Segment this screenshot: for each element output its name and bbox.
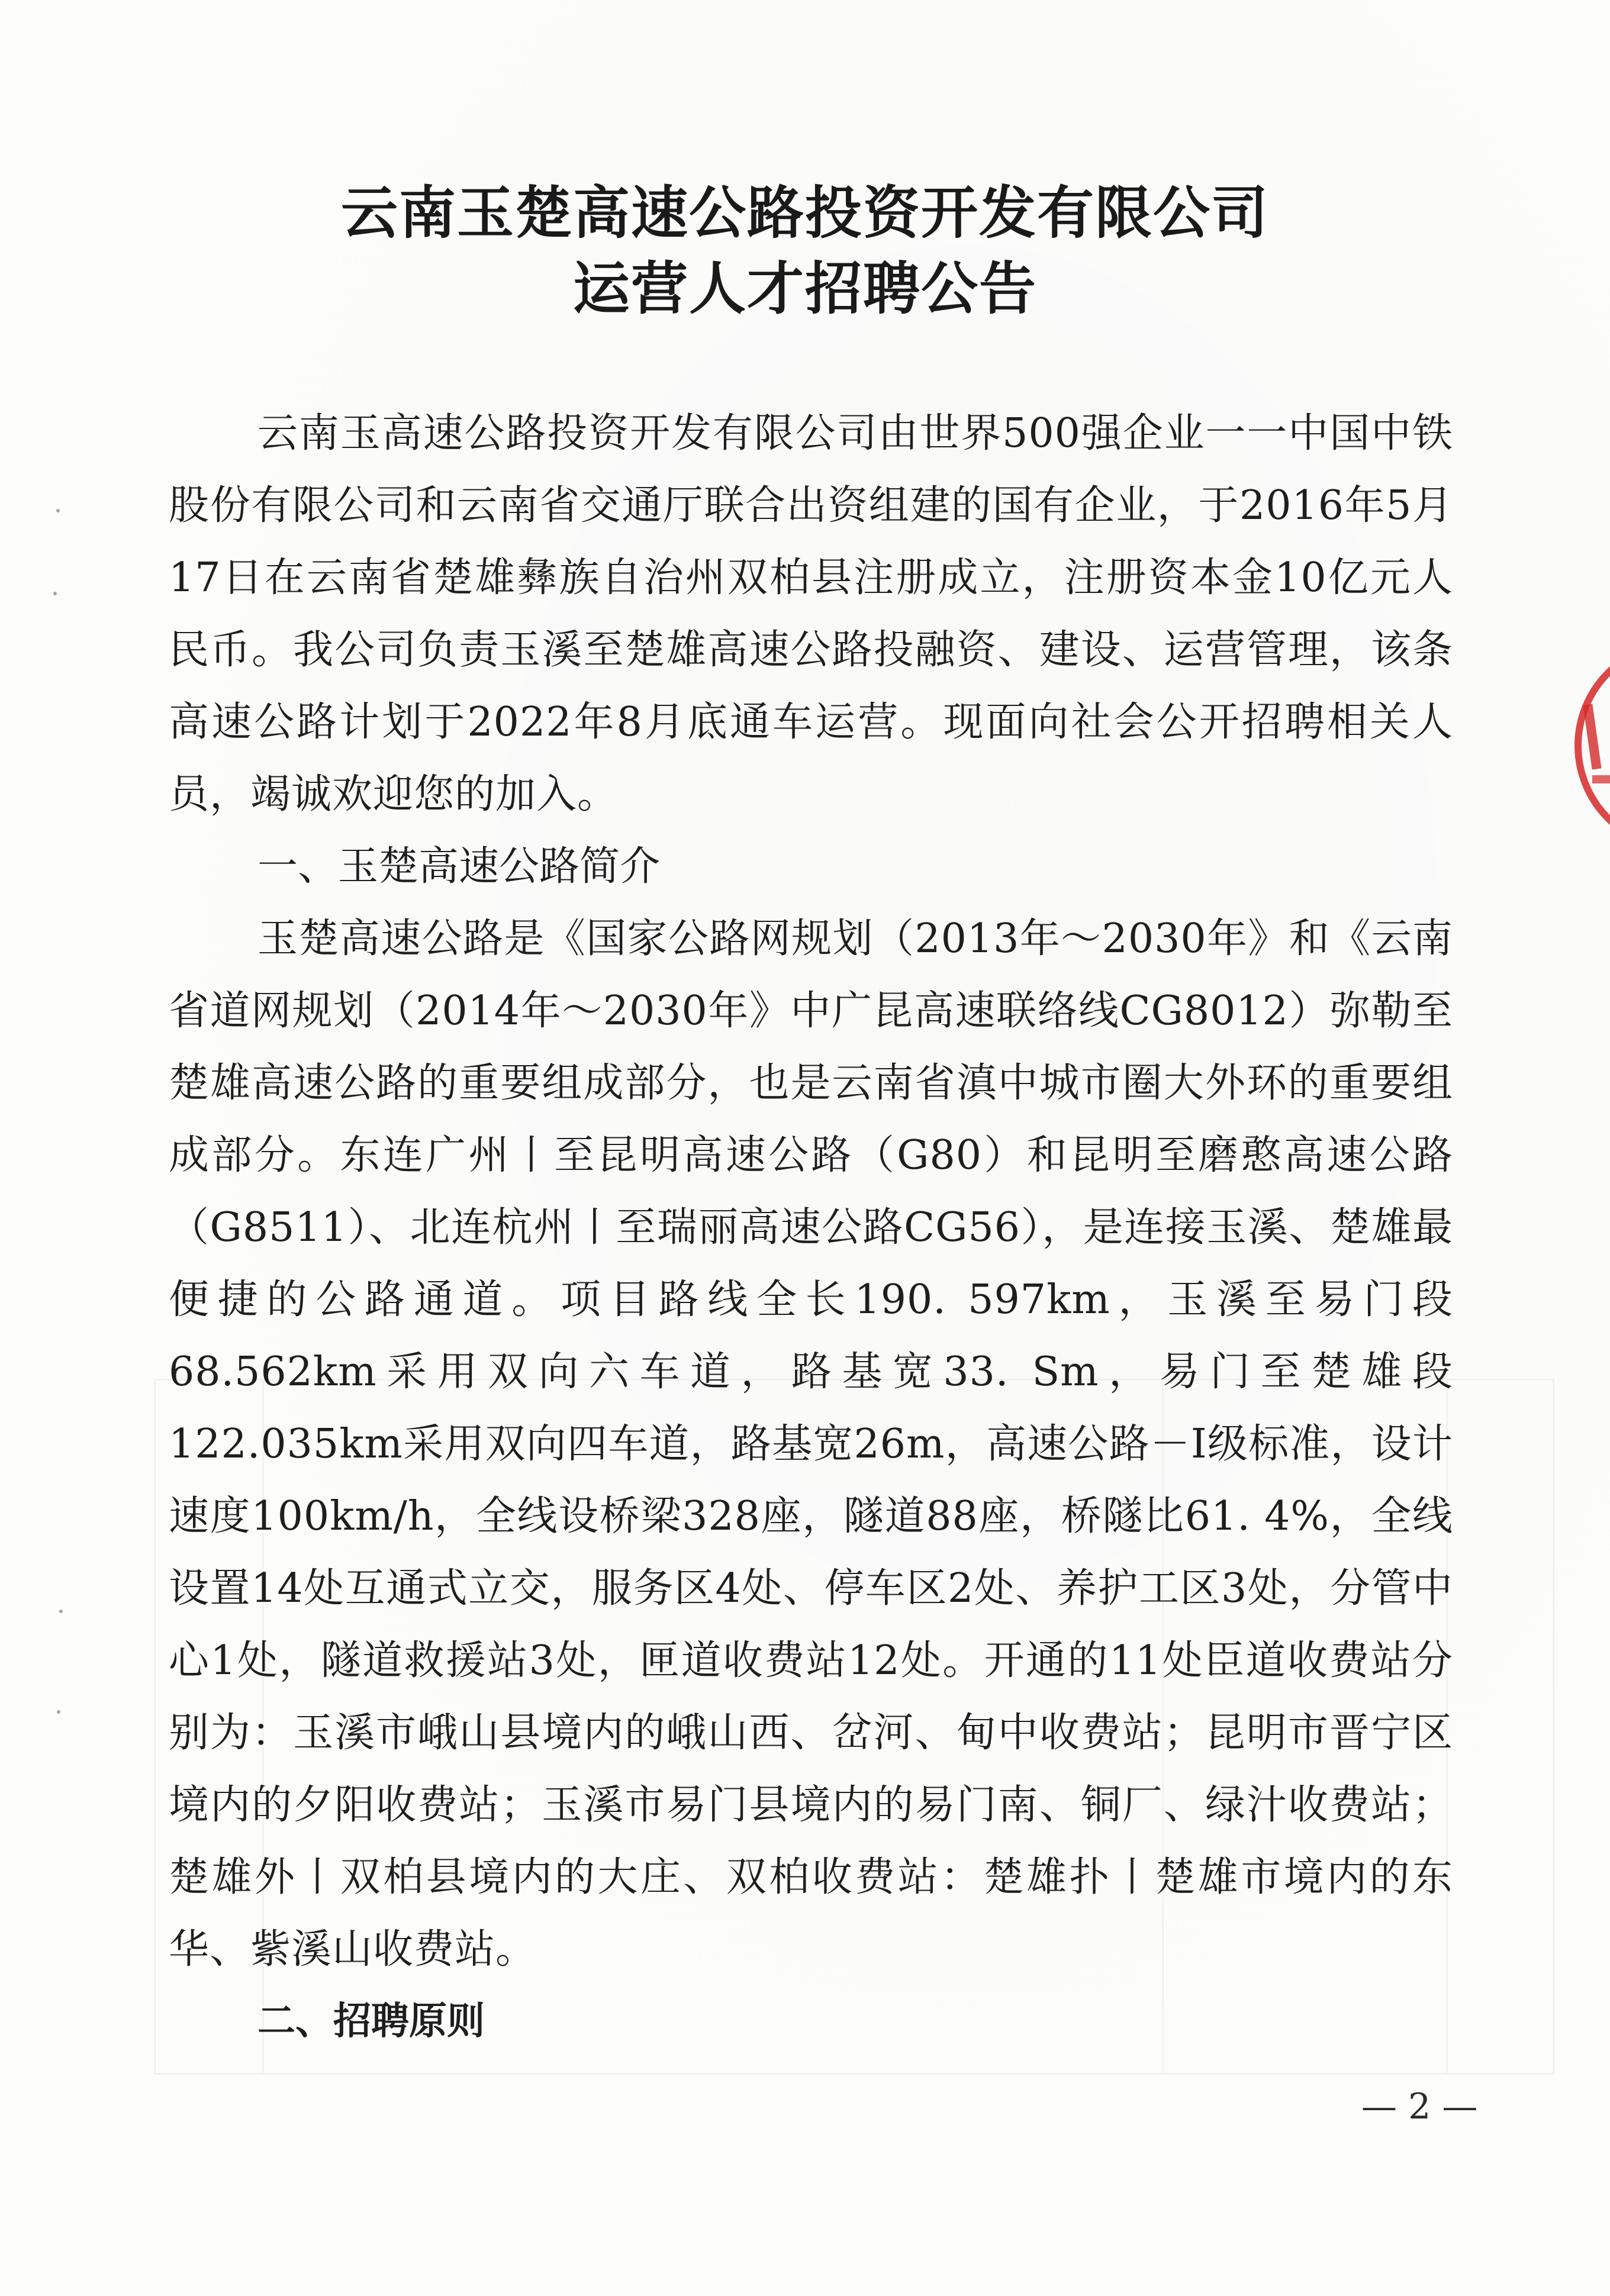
section-1-paragraph: 玉楚高速公路是《国家公路网规划（2013年～2030年》和《云南省道网规划（2014年～2030年》中广昆高速联络线CG8012）弥勒至楚雄高速公路的重要组成部分，也是云南省滇中城市圈大外环的重要组成部分。东连广州丨至昆明高速公路（G80）和昆明至磨憨高速公路（G8511）、北连杭州丨至瑞丽高速公路CG56），是连接玉溪、楚雄最便捷的公路通道。项目路线全长190. 597km，玉溪至易门段68.562km采用双向六车道，路基宽33. Sm，易门至楚雄段122.035km采用双向四车道，路基宽26m，高速公路－I级标准，设计速度100km/h，全线设桥梁328座，隧道88座，桥隧比61. 4%，全线设置14处互通式立交，服务区4处、停车区2处、养护工区3处，分管中心1处，隧道救援站3处，匣道收费站12处。开通的11处臣道收费站分别为：玉溪市峨山县境内的峨山西、岔河、甸中收费站；昆明市晋宁区境内的夕阳收费站；玉溪市易门县境内的易门南、铜厂、绿汁收费站；楚雄外丨双柏县境内的大庄、双柏收费站：楚雄扑丨楚雄市境内的东华、紫溪山收费站。 (169, 915, 1453, 1973)
section-heading-2: 二、招聘原则 (257, 2000, 485, 2043)
document-title-line-1: 云南玉楚高速公路投资开发有限公司 (341, 180, 1269, 246)
scan-speck (53, 592, 57, 595)
document-title-line-2: 运营人才招聘公告 (573, 256, 1037, 322)
scan-speck (56, 509, 60, 512)
scan-speck (57, 1710, 60, 1714)
section-heading-1: 一、玉楚高速公路简介 (257, 843, 661, 890)
page-number: — 2 — (1361, 2086, 1478, 2127)
intro-paragraph: 云南玉高速公路投资开发有限公司由世界500强企业一一中国中铁股份有限公司和云南省交通厅联合出资组建的国有企业，于2016年5月17日在云南省楚雄彝族自治州双柏县注册成立，注册资本金10亿元人民币。我公司负责玉溪至楚雄高速公路投融资、建设、运营管理，该条高速公路计划于2022年8月底通车运营。现面向社会公开招聘相关人员，竭诚欢迎您的加入。 (169, 410, 1453, 818)
seal-stroke (1592, 775, 1610, 783)
scan-speck (59, 1610, 63, 1613)
